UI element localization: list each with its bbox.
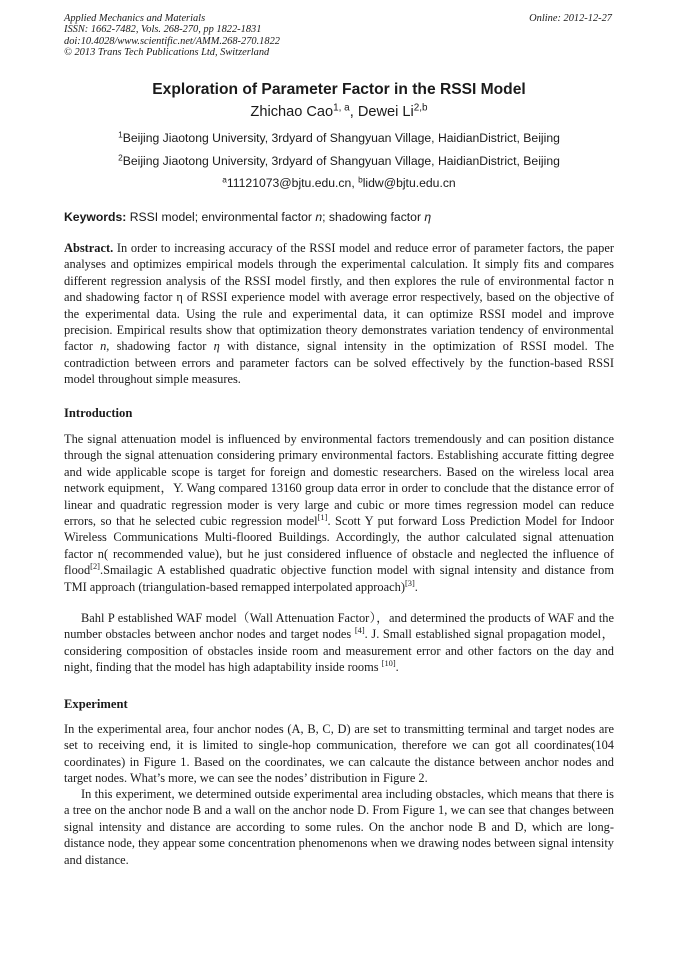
keyword-symbol: η [424, 210, 432, 224]
doi-line[interactable]: doi:10.4028/www.scientific.net/AMM.268-270.1822 [64, 35, 280, 47]
author-name: Dewei Li [357, 104, 414, 120]
paragraph-text: . [395, 660, 399, 675]
journal-header [64, 13, 464, 59]
author-separator: , [349, 104, 358, 120]
journal-name: Applied Mechanics and Materials [64, 13, 206, 24]
section-heading-experiment: Experiment [64, 697, 128, 711]
keywords [64, 210, 614, 224]
affiliation-text: Beijing Jiaotong University, 3rdyard of Shangyuan Village, HaidianDistrict, Beijing [122, 154, 560, 168]
abstract-text: with distance, signal intensity in the optimization of RSSI model. The contradiction between errors and parameter factors can be solved effectively by the function-based RSSI model throughout simple measures. [64, 339, 614, 387]
abstract [64, 240, 614, 388]
keywords-text: RSSI model; environmental factor [126, 210, 316, 224]
paragraph-text: .Smailagic A established quadratic objective function model with signal intensity and distance from TMI approach (triangulation-based remapped interpolated approach) [64, 563, 614, 594]
email-mark: b [358, 174, 363, 185]
issn-line: ISSN: 1662-7482, Vols. 268-270, pp 1822-1831 [64, 24, 262, 36]
experiment-paragraph: In the experimental area, four anchor nodes (A, B, C, D) are set to transmitting terminal and target nodes are set to receiving end, it is limited to single-hop communication, therefore we can got all coordinates(104 coordinates) in Figure 1. Based on the coordinates, we can calcaute the distance between anchor nodes and target nodes. What’s more, we can see the nodes’ distribution in Figure 2. [64, 722, 614, 786]
affiliation-mark: 2 [118, 152, 123, 163]
citation[interactable]: [2] [90, 561, 100, 572]
introduction-paragraph [64, 610, 614, 676]
citation[interactable]: [10] [381, 658, 396, 669]
citation[interactable]: [3] [404, 577, 415, 588]
abstract-symbol: n [100, 339, 107, 354]
citation[interactable]: [4] [354, 625, 365, 636]
email-mark: a [222, 174, 227, 185]
paragraph-text: The signal attenuation model is influenced by environmental factors tremendously and can position distance through the signal attenuation considering primary environmental factors. Establishing accurate fitting degree and wide applicable scope is target for foreign and domestic researchers. Based on the wireless local area network equipment，Y. Wang compared 13160 group data error in order to conclude that the distance error of linear and quadratic regression moder is very large and cubic or more times regression model can reduce errors, so that he selected cubic regression model [64, 432, 614, 529]
author-line [0, 104, 678, 120]
affiliation [0, 131, 678, 145]
introduction-paragraph [64, 431, 614, 595]
email-link[interactable]: lidw@bjtu.edu.cn [362, 176, 456, 190]
abstract-symbol: η [213, 339, 220, 354]
email-link[interactable]: 11121073@bjtu.edu.cn [226, 176, 352, 190]
author-affiliation-mark: 1, a [333, 102, 350, 114]
experiment-paragraph: In this experiment, we determined outside experimental area including obstacles, which means that there is a tree on the anchor node B and a wall on the anchor node D. From Figure 1, we can see that changes between signal intensity and distance are according to some rules. On the anchor node B and D, which are long-distance node, they appear some concentration phenomenons when we drawing nodes between signal intensity and distance. [64, 787, 614, 867]
paper-title: Exploration of Parameter Factor in the RSSI Model [152, 81, 526, 98]
author-affiliation-mark: 2,b [413, 102, 428, 114]
abstract-text: , shadowing factor [106, 339, 214, 354]
paragraph-text: Bahl P established WAF model（Wall Attenuation Factor），and determined the products of WAF and the number obstacles between anchor nodes and target nodes [64, 611, 614, 642]
online-date: Online: 2012-12-27 [529, 13, 612, 24]
keyword-symbol: n [315, 210, 323, 224]
copyright-line: © 2013 Trans Tech Publications Ltd, Switzerland [64, 47, 270, 59]
abstract-text: In order to increasing accuracy of the RSSI model and reduce error of parameter factors, the paper analyses and optimizes empirical models through the experimental calculation. It simply fits and compares different regression analysis of the RSSI model firstly, and then explores the rule of environmental factor n and shadowing factor η of RSSI experience model with average error respectively, based on the objective of the experimental data. Using the rule and experimental data, it can optimize RSSI model and improve precision. Empirical results show that optimization theory demonstrates variation tendency of environmental factor [64, 241, 614, 354]
affiliation-text: Beijing Jiaotong University, 3rdyard of Shangyuan Village, HaidianDistrict, Beijing [122, 131, 560, 145]
keywords-label: Keywords: [64, 210, 127, 224]
section-heading-introduction: Introduction [64, 406, 133, 420]
abstract-label: Abstract. [64, 241, 114, 255]
author-name: Zhichao Cao [250, 104, 334, 120]
paragraph-text: . J. Small established signal propagation model，considering composition of obstacles inside room and measurement error and other factors on the day and night, finding that the model has high adaptability inside rooms [64, 627, 614, 675]
affiliation-mark: 1 [118, 129, 123, 140]
affiliation [0, 154, 678, 168]
email-separator: , [351, 176, 359, 190]
email-line [0, 176, 678, 190]
citation[interactable]: [1] [317, 511, 328, 522]
paragraph-text: . Scott Y put forward Loss Prediction Model for Indoor Wireless Communications Multi-floored Buildings. Accordingly, the author calculated signal attenuation factor n( recommended value), but he just considered influence of obstacle and neglected the influence of flood [64, 514, 614, 578]
paragraph-text: . [414, 579, 418, 594]
keywords-text: ; shadowing factor [322, 210, 425, 224]
